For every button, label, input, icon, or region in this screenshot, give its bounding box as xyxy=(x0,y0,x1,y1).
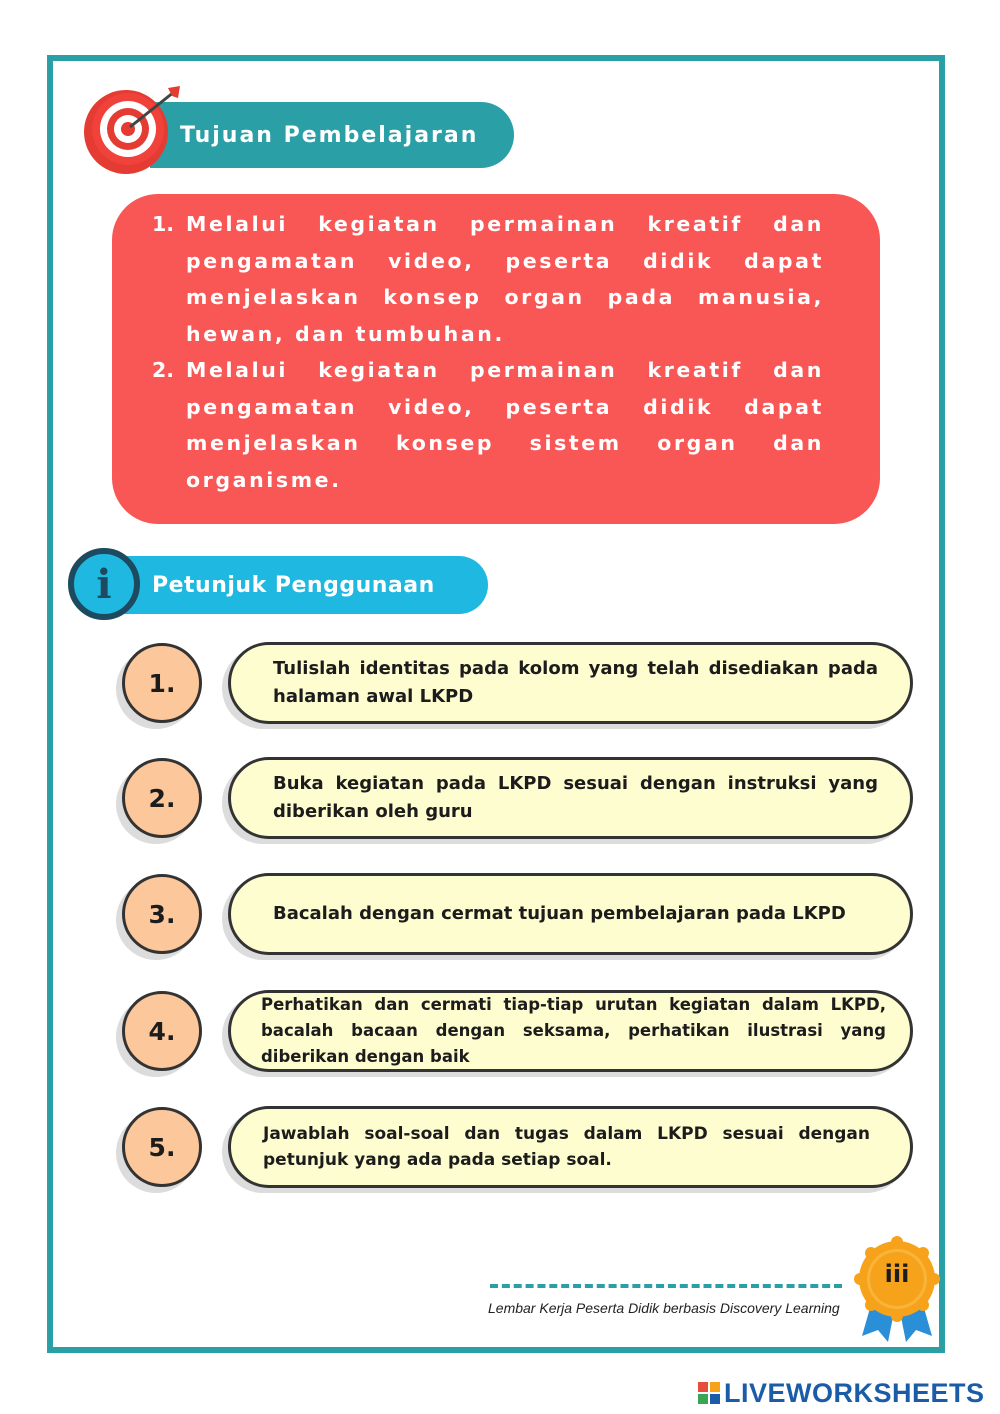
instructions-header xyxy=(112,556,488,614)
step-text: Bacalah dengan cermat tujuan pembelajaran pada LKPD xyxy=(273,903,846,924)
liveworksheets-mark-icon xyxy=(698,1382,720,1404)
step-number-text: 4. xyxy=(148,1016,176,1046)
objectives-title: Tujuan Pembelajaran xyxy=(180,122,479,148)
liveworksheets-logo[interactable] xyxy=(698,1378,985,1408)
step-number-3 xyxy=(122,874,202,954)
step-number-5 xyxy=(122,1107,202,1187)
info-letter: i xyxy=(96,560,112,608)
step-box-2 xyxy=(228,757,913,839)
step-number-text: 1. xyxy=(148,668,176,698)
step-text: Buka kegiatan pada LKPD sesuai dengan instruksi yang diberikan oleh guru xyxy=(273,773,878,822)
objectives-header xyxy=(150,102,514,168)
step-box-3 xyxy=(228,873,913,955)
objective-item-1 xyxy=(152,206,824,352)
step-number-text: 3. xyxy=(148,899,176,929)
step-text: Tulislah identitas pada kolom yang telah disediakan pada halaman awal LKPD xyxy=(273,658,878,707)
step-number-1 xyxy=(122,643,202,723)
step-box-1 xyxy=(228,642,913,724)
step-number-2 xyxy=(122,758,202,838)
objective-item-2 xyxy=(152,352,824,498)
instructions-title: Petunjuk Penggunaan xyxy=(152,572,435,598)
medal-badge-icon xyxy=(854,1236,940,1346)
step-number-text: 5. xyxy=(148,1132,176,1162)
page-number: iii xyxy=(884,1260,910,1288)
objective-text: Melalui kegiatan permainan kreatif dan pengamatan video, peserta didik dapat menjelaskan konsep sistem organ dan organisme. xyxy=(186,358,824,492)
footer-caption: Lembar Kerja Peserta Didik berbasis Discovery Learning xyxy=(488,1300,840,1316)
objectives-box xyxy=(112,194,880,524)
info-icon xyxy=(68,548,140,620)
objective-number: 2. xyxy=(152,358,175,382)
step-text: Perhatikan dan cermati tiap-tiap urutan kegiatan dalam LKPD, bacalah bacaan dengan seksama, perhatikan ilustrasi yang diberikan dengan baik xyxy=(261,995,886,1066)
step-box-4 xyxy=(228,990,913,1072)
footer-divider xyxy=(490,1284,842,1288)
objective-text: Melalui kegiatan permainan kreatif dan pengamatan video, peserta didik dapat menjelaskan konsep organ pada manusia, hewan, dan tumbuhan. xyxy=(186,212,824,346)
step-box-5 xyxy=(228,1106,913,1188)
step-text: Jawablah soal-soal dan tugas dalam LKPD sesuai dengan petunjuk yang ada pada setiap soal. xyxy=(263,1124,870,1170)
step-number-4 xyxy=(122,991,202,1071)
liveworksheets-text: LIVEWORKSHEETS xyxy=(724,1377,985,1408)
objective-number: 1. xyxy=(152,212,175,236)
step-number-text: 2. xyxy=(148,783,176,813)
target-icon xyxy=(82,84,186,180)
